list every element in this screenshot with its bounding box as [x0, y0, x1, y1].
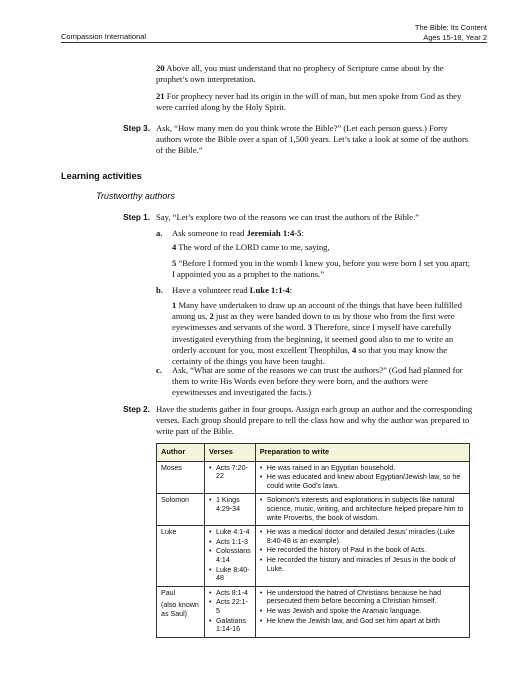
- preparation-cell: [255, 461, 469, 494]
- preparation-item: • He recorded the history and miracles of Jesus in the book of Luke.: [260, 556, 465, 573]
- section-title: Learning activities: [61, 171, 142, 181]
- table-row-solomon: [157, 494, 470, 526]
- step-2-text: Have the students gather in four groups. Assign each group an author and the corresponding verses. Each group should prepare to tell the class how and why the author was prepared to write part of the Bible.: [156, 404, 473, 437]
- step-2-label: Step 2.: [123, 405, 150, 414]
- verses-cell: [205, 586, 256, 637]
- column-header-author: Author: [157, 444, 205, 462]
- preparation-item: • Solomon’s interests and explorations in subjects like natural science, music, writing, and architecture helped prepare him to write Proverbs, the book of wisdom.: [260, 496, 465, 522]
- verse-ref: • Luke 8:40-48: [209, 566, 251, 583]
- header-organization: Compassion International: [61, 32, 147, 41]
- step-3-label: Step 3.: [123, 124, 150, 133]
- table-row-luke: [157, 526, 470, 587]
- author-cell: Solomon: [157, 494, 205, 526]
- verse-ref: • Luke 4:1-4: [209, 528, 251, 537]
- preparation-cell: [255, 494, 469, 526]
- step-1-text: Say, “Let’s explore two of the reasons we can trust the authors of the Bible.”: [156, 212, 419, 222]
- step-3-text: Ask, “How many men do you think wrote the Bible?” (Let each person guess.) Forty authors wrote the Bible over a span of 1,500 years. Let’s take a look at some of the authors of the Bible.”: [156, 123, 469, 156]
- column-header-preparation: Preparation to write: [255, 444, 469, 462]
- step-1-label: Step 1.: [123, 213, 150, 222]
- verse-ref: • 1 Kings 4:29-34: [209, 496, 251, 513]
- verses-cell: [205, 494, 256, 526]
- author-cell: Luke: [157, 526, 205, 587]
- preparation-item: • He recorded the history of Paul in the book of Acts.: [260, 546, 465, 555]
- item-c-label: c.: [156, 365, 162, 375]
- header-age-group: Ages 15-18, Year 2: [423, 33, 487, 42]
- item-a-text: Ask someone to read Jeremiah 1:4-5:: [172, 228, 304, 238]
- column-header-verses: Verses: [205, 444, 256, 462]
- verses-cell: [205, 526, 256, 587]
- item-a-label: a.: [156, 228, 163, 238]
- preparation-item: • He was a medical doctor and detailed Jesus’ miracles (Luke 8:40-48 is an example).: [260, 528, 465, 545]
- item-b-label: b.: [156, 285, 163, 295]
- table-row-moses: [157, 461, 470, 494]
- verse-ref: • Acts 22:1-5: [209, 598, 251, 615]
- verse-ref: • Galatians 1:14-16: [209, 617, 251, 634]
- author-name: Paul: [161, 588, 176, 597]
- jeremiah-verse-4: 4 The word of the LORD came to me, saying,: [172, 242, 330, 252]
- verses-cell: [205, 461, 256, 494]
- item-b-text: Have a volunteer read Luke 1:1-4:: [172, 285, 293, 295]
- preparation-item: • He knew the Jewish law, and God set him apart at birth: [260, 617, 465, 626]
- verse-ref: • Acts 8:1-4: [209, 589, 251, 598]
- preparation-item: • He was educated and knew about Egyptian/Jewish law, so he could write God’s laws.: [260, 473, 465, 490]
- verse-21: 21 For prophecy never had its origin in the will of man, but men spoke from God as they were carried along by the Holy Spirit.: [156, 91, 462, 113]
- author-cell: Moses: [157, 461, 205, 494]
- author-alias: (also known as Saul): [161, 601, 199, 618]
- header-course-info: [415, 23, 487, 43]
- header-course-title: The Bible: Its Content: [414, 23, 487, 32]
- authors-table: [156, 443, 470, 638]
- luke-passage: 1 Many have undertaken to draw up an account of the things that have been fulfilled among us, 2 just as they were handed down to us by those who from the first were eyewitnesses and servants of the word. 3 Therefore, since I myself have carefully investigated everything from the beginning, it seemed good also to me to write an orderly account for you, most excellent Theophilus, 4 so that you may know the certainty of the things you have been taught.: [172, 300, 462, 367]
- section-subtitle: Trustworthy authors: [96, 191, 175, 201]
- preparation-cell: [255, 586, 469, 637]
- header-divider: [61, 42, 487, 43]
- verse-ref: • Acts 1:1-3: [209, 538, 251, 547]
- preparation-item: • He was raised in an Egyptian household.: [260, 464, 465, 473]
- preparation-item: • He understood the hatred of Christians because he had persecuted them before becoming a Christian himself.: [260, 589, 465, 606]
- table-row-paul: [157, 586, 470, 637]
- verse-ref: • Acts 7:20-22: [209, 464, 251, 481]
- item-c-text: Ask, “What are some of the reasons we can trust the authors?” (God had planned for them to write His Words even before they were born, and the authors were eyewitnesses and investigated the facts.): [172, 365, 463, 398]
- author-cell: [157, 586, 205, 637]
- jeremiah-verse-5: 5 “Before I formed you in the womb I knew you, before you were born I set you apart; I appointed you as a prophet to the nations.”: [172, 258, 471, 280]
- preparation-cell: [255, 526, 469, 587]
- verse-20: 20 Above all, you must understand that no prophecy of Scripture came about by the prophet’s own interpretation.: [156, 63, 444, 85]
- table-header-row: [157, 444, 470, 462]
- preparation-item: • He was Jewish and spoke the Aramaic language.: [260, 607, 465, 616]
- verse-ref: • Colossians 4:14: [209, 547, 251, 564]
